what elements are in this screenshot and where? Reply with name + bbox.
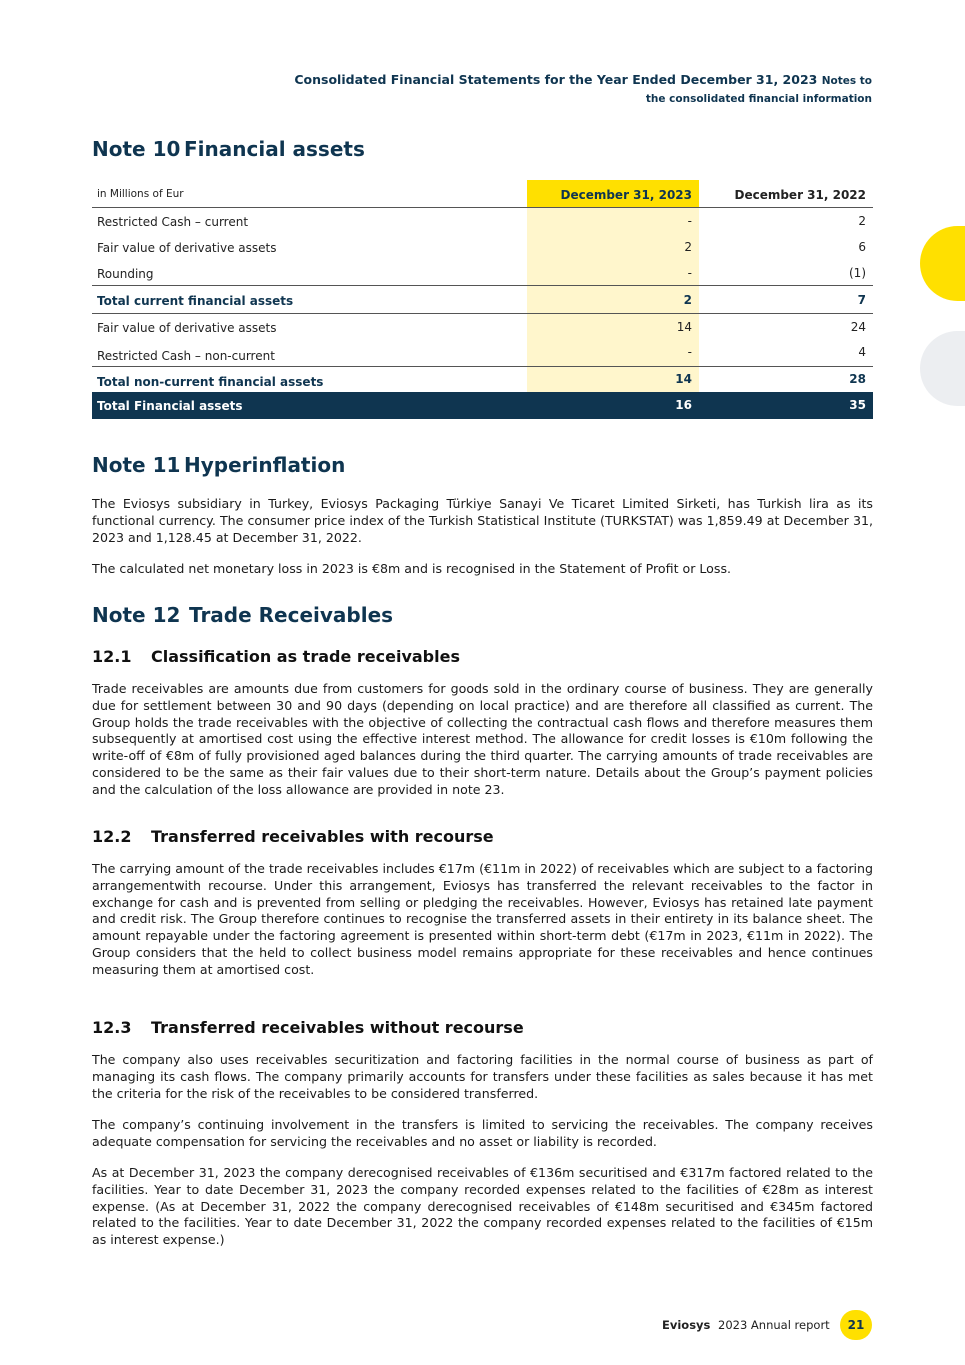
row-value-2023: 14 <box>675 372 692 386</box>
row-label: Total current financial assets <box>97 294 294 308</box>
page-number-badge: 21 <box>840 1310 872 1340</box>
section-12-2-title: Transferred receivables with recourse <box>151 827 494 846</box>
table-header-row <box>92 180 873 208</box>
row-label: Fair value of derivative assets <box>97 321 277 335</box>
running-header-subtitle: the consolidated financial information <box>645 93 872 105</box>
running-header-title-text: Consolidated Financial Statements for the Year Ended December 31, 2023 <box>294 72 818 87</box>
row-value-2023: - <box>687 345 692 359</box>
row-label: Total Financial assets <box>97 399 243 413</box>
section-12-1-number: 12.1 <box>92 647 132 666</box>
table-row <box>92 260 873 286</box>
column-header-2022: December 31, 2022 <box>734 188 866 202</box>
section-12-3-number: 12.3 <box>92 1018 132 1037</box>
section-12-2-heading <box>92 827 494 846</box>
section-tab-inactive <box>920 331 965 406</box>
row-label: Fair value of derivative assets <box>97 241 277 255</box>
row-value-2023: 2 <box>683 293 692 307</box>
row-label: Total non-current financial assets <box>97 375 324 389</box>
row-label: Restricted Cash – current <box>97 215 249 229</box>
section-12-3-paragraph-3: As at December 31, 2023 the company derecognised receivables of €136m securitised and €317m factored related to the facilities. Year to date December 31, 2023 the company recorded expenses related to the facilities of €28m as interest expense. (As at December 31, 2022 the company derecognised receivables of €148m securitised and €345m factored related to the facilities. Year to date December 31, 2022 the company recorded expenses related to the facilities of €15m as interest expense.) <box>92 1165 873 1248</box>
table-row <box>92 208 873 234</box>
note-12-title: Trade Receivables <box>189 603 394 627</box>
section-tab-active <box>920 226 965 301</box>
note-11-heading <box>92 453 345 477</box>
row-value-2023: 14 <box>676 320 692 334</box>
row-value-2022: 24 <box>850 320 866 334</box>
note-11-paragraph-1: The Eviosys subsidiary in Turkey, Eviosys Packaging Türkiye Sanayi Ve Ticaret Limited Sirketi, has Turkish lira as its functional currency. The consumer price index of the Turkish Statistical Institute (TURKSTAT) was 1,859.49 at December 31, 2023 and 1,128.45 at December 31, 2022. <box>92 496 873 545</box>
section-12-2-number: 12.2 <box>92 827 132 846</box>
section-12-1-heading <box>92 647 460 666</box>
row-value-2022: 28 <box>849 372 866 386</box>
row-value-2022: 6 <box>858 240 866 254</box>
row-label: Rounding <box>97 267 154 281</box>
row-value-2022: (1) <box>849 266 866 280</box>
row-value-2023: - <box>687 266 692 280</box>
row-value-2022: 2 <box>858 214 866 228</box>
note-10-title: Financial assets <box>184 137 365 161</box>
section-12-3-heading <box>92 1018 524 1037</box>
row-value-2023: 2 <box>684 240 692 254</box>
note-10-number: Note 10 <box>92 137 181 161</box>
section-12-1-paragraph: Trade receivables are amounts due from customers for goods sold in the ordinary course of business. They are generally due for settlement between 30 and 90 days (depending on local practice) and are therefore all classified as current. The Group holds the trade receivables with the objective of collecting the contractual cash flows and therefore measures them subsequently at amortised cost using the effective interest method. The allowance for credit losses is €10m following the write-off of €8m of fully provisioned aged balances during the third quarter. The carrying amounts of trade receivables are considered to be the same as their fair values due to their short-term nature. Details about the Group’s payment policies and the calculation of the loss allowance are provided in note 23. <box>92 681 873 797</box>
section-12-3-paragraph-2: The company’s continuing involvement in the transfers is limited to servicing the receivables. The company receives adequate compensation for servicing the receivables and no asset or liability is recorded. <box>92 1117 873 1149</box>
section-12-2-paragraph: The carrying amount of the trade receivables includes €17m (€11m in 2022) of receivables which are subject to a factoring arrangementwith recourse. Under this arrangement, Eviosys has transferred the relevant receivables to the factor in exchange for cash and is prevented from selling or pledging the receivables. However, Eviosys has retained late payment and credit risk. The Group therefore continues to recognise the transferred assets in their entirety in its balance sheet. The amount repayable under the factoring agreement is presented within short-term debt (€17m in 2023, €11m in 2022). The Group considers that the held to collect business model remains appropriate for these receivables and hence continues measuring them at amortised cost. <box>92 861 873 977</box>
table-row <box>92 234 873 260</box>
table-units: in Millions of Eur <box>97 188 184 200</box>
table-row-grand-total <box>92 392 873 419</box>
column-header-2023 <box>527 180 699 207</box>
row-value-2023: - <box>687 214 692 228</box>
section-12-3-paragraph-1: The company also uses receivables securitization and factoring facilities in the normal course of business as part of managing its cash flows. The company primarily accounts for transfers under these facilities as sales because it has met the criteria for the risk of the receivables to be considered transferred. <box>92 1052 873 1101</box>
section-12-3-title: Transferred receivables without recourse <box>151 1018 524 1037</box>
row-divider <box>92 366 873 367</box>
running-header-title <box>294 72 872 87</box>
note-12-heading <box>92 603 393 627</box>
note-11-paragraph-2: The calculated net monetary loss in 2023 is €8m and is recognised in the Statement of Profit or Loss. <box>92 561 732 576</box>
table-row <box>92 314 873 340</box>
note-11-number: Note 11 <box>92 453 181 477</box>
footer-report-title: 2023 Annual report <box>718 1318 830 1332</box>
note-11-title: Hyperinflation <box>184 453 346 477</box>
footer-brand: Eviosys <box>662 1318 711 1332</box>
row-value-2022: 7 <box>857 293 866 307</box>
row-label: Restricted Cash – non-current <box>97 349 275 363</box>
column-header-2023-label: December 31, 2023 <box>560 188 692 202</box>
row-value-2022: 4 <box>858 345 866 359</box>
section-12-1-title: Classification as trade receivables <box>151 647 460 666</box>
row-value-2022: 35 <box>849 398 866 412</box>
table-row-subtotal <box>92 368 873 394</box>
note-10-heading <box>92 137 365 161</box>
row-value-2023: 16 <box>675 398 692 412</box>
row-divider <box>92 285 873 286</box>
running-header-title-suffix: Notes to <box>821 75 872 87</box>
table-row <box>92 342 873 368</box>
note-12-number: Note 12 <box>92 603 181 627</box>
table-row-subtotal <box>92 287 873 314</box>
